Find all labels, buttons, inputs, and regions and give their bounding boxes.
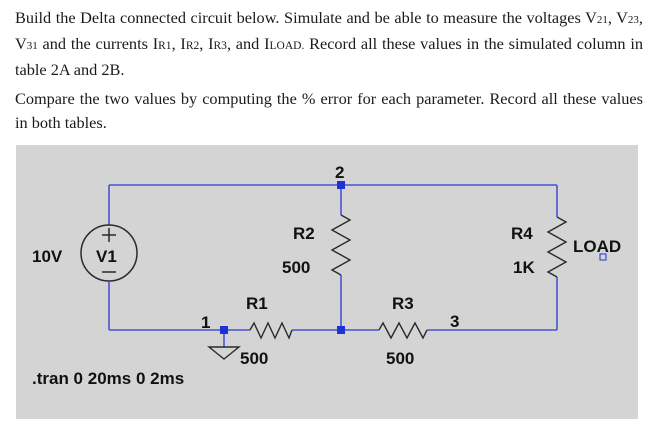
instruction-paragraph-1: Build the Delta connected circuit below. Simulate and be able to measure the voltages V21, V23, V31 and the currents IR1, IR2, IR3, and ILOAD. Record all these values in the simulated column in table 2A and 2B.	[15, 8, 643, 79]
v31-subscript: 31	[26, 40, 38, 52]
ir3-subscript: R3	[213, 40, 227, 52]
r1-value-label: 500	[240, 349, 269, 368]
node-2-label: 2	[335, 163, 345, 182]
node-3-marker	[337, 326, 345, 334]
r4-name-label: R4	[511, 224, 533, 243]
ir1-subscript: R1	[158, 40, 172, 52]
node-3-label: 3	[450, 312, 460, 331]
and-currents-text: and the currents	[42, 34, 148, 53]
node-2-marker	[337, 181, 345, 189]
and-text: and	[235, 34, 260, 53]
iload-subscript: LOAD.	[269, 40, 305, 52]
r2-name-label: R2	[293, 224, 315, 243]
delta-circuit-schematic	[16, 145, 638, 419]
node-1-marker	[220, 326, 228, 334]
tran-directive-text: .tran 0 20ms 0 2ms	[32, 369, 185, 388]
source-name-label: V1	[96, 247, 117, 266]
node-1-label: 1	[201, 313, 211, 332]
r3-name-label: R3	[392, 294, 414, 313]
r4-value-label: 1K	[513, 258, 535, 277]
load-label: LOAD	[573, 237, 622, 256]
v-letter: V	[15, 34, 27, 53]
record-text: Record all these values in the simulated column in table 2A and 2B.	[15, 34, 643, 79]
i-letter: I	[264, 34, 270, 53]
i-letter: I	[180, 34, 186, 53]
ir2-subscript: R2	[185, 40, 200, 52]
r3-value-label: 500	[386, 349, 415, 368]
build-text: Build the Delta connected circuit below. Simulate and be able to measure the voltages	[15, 8, 581, 27]
v-letter: V	[585, 8, 597, 27]
r1-name-label: R1	[246, 294, 268, 313]
r2-value-label: 500	[282, 258, 311, 277]
v23-subscript: 23	[627, 14, 639, 26]
v-letter: V	[616, 8, 628, 27]
i-letter: I	[152, 34, 159, 53]
instruction-paragraph-2: Compare the two values by computing the % error for each parameter. Record all these values in both tables.	[15, 89, 643, 132]
i-letter: I	[208, 34, 214, 53]
source-voltage-label: 10V	[32, 247, 63, 266]
v21-subscript: 21	[596, 14, 608, 26]
